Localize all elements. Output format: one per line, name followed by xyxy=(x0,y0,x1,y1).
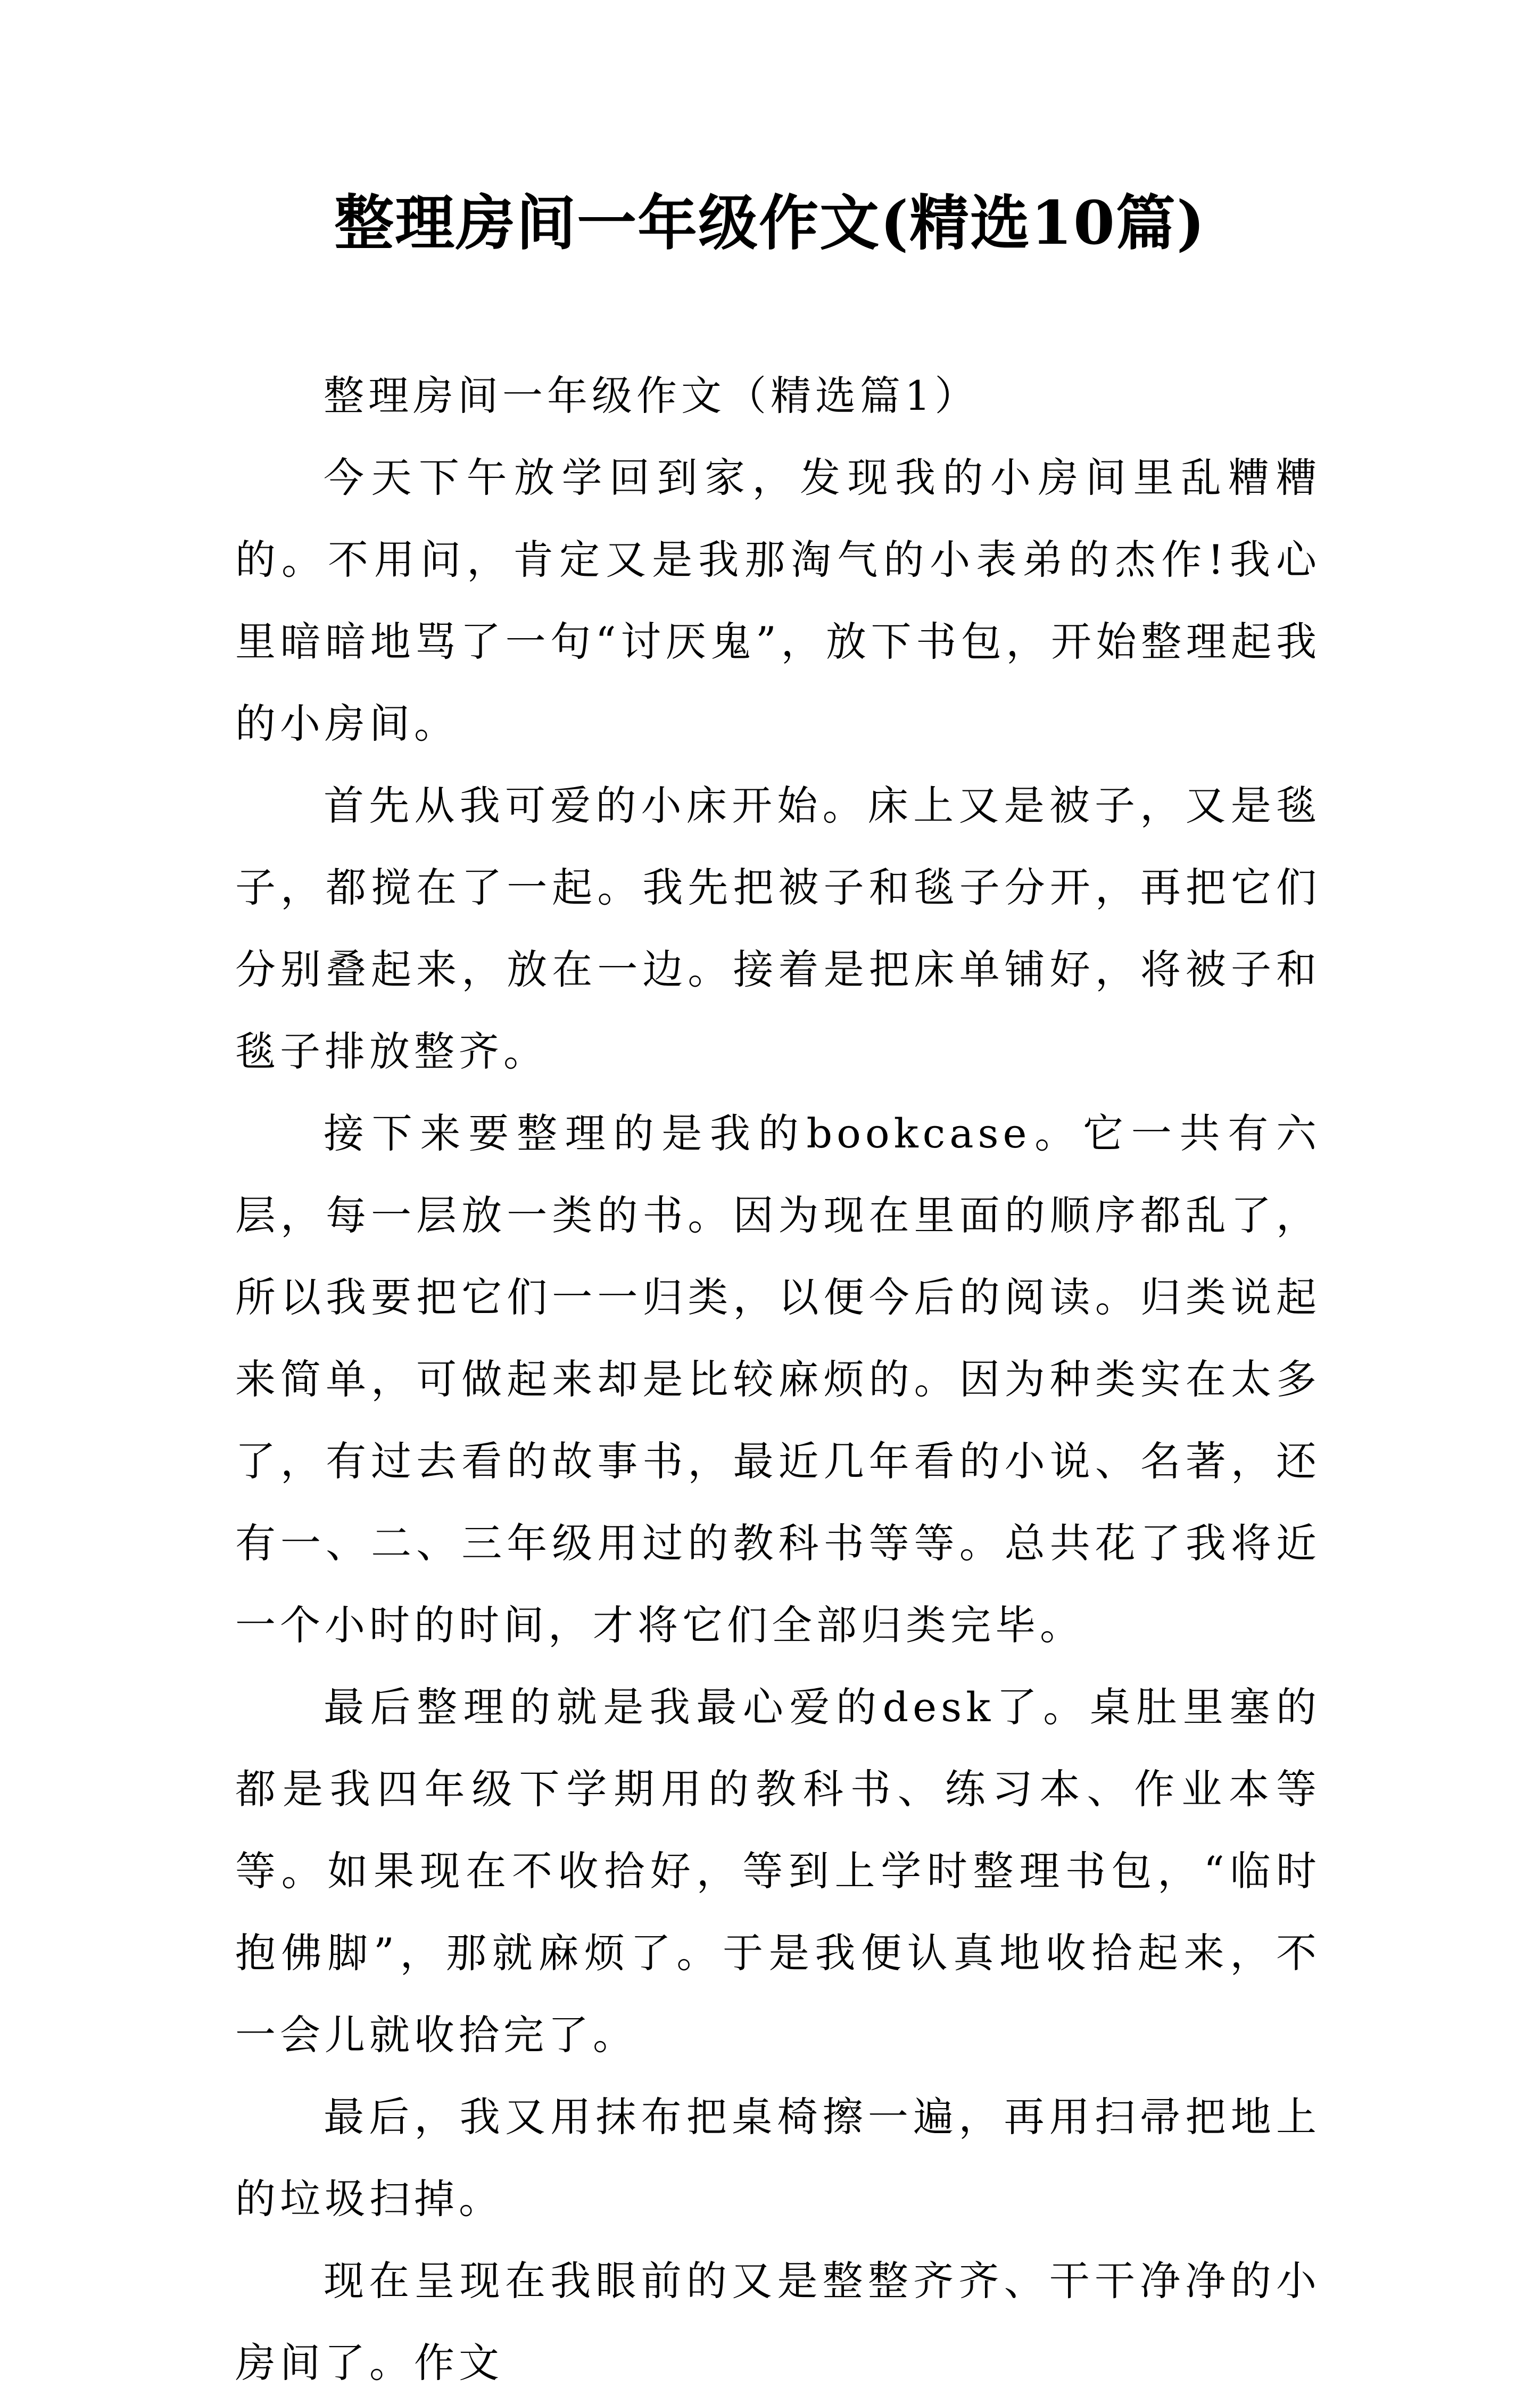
paragraph: 现在呈现在我眼前的又是整整齐齐、干干净净的小房间了。作文 xyxy=(235,2257,1321,2386)
document-title: 整理房间一年级作文(精选10篇) xyxy=(334,188,1206,258)
paragraph: 最后，我又用抹布把桌椅擦一遍，再用扫帚把地上的垃圾扫掉。 xyxy=(235,2093,1321,2223)
document-body xyxy=(235,355,1321,2404)
paragraph: 今天下午放学回到家，发现我的小房间里乱糟糟的。不用问，肯定又是我那淘气的小表弟的杰作!我心里暗暗地骂了一句“讨厌鬼”，放下书包，开始整理起我的小房间。 xyxy=(235,454,1321,747)
section-heading: 整理房间一年级作文（精选篇1） xyxy=(324,372,980,419)
paragraph: 接下来要整理的是我的bookcase。它一共有六层，每一层放一类的书。因为现在里面的顺序都乱了，所以我要把它们一一归类，以便今后的阅读。归类说起来简单，可做起来却是比较麻烦的。因为种类实在太多了，有过去看的故事书，最近几年看的小说、名著，还有一、二、三年级用过的教科书等等。总共花了我将近一个小时的时间，才将它们全部归类完毕。 xyxy=(235,1110,1321,1649)
paragraph: 最后整理的就是我最心爱的desk了。桌肚里塞的都是我四年级下学期用的教科书、练习本、作业本等等。如果现在不收拾好，等到上学时整理书包，“临时抱佛脚”，那就麻烦了。于是我便认真地收拾起来，不一会儿就收拾完了。 xyxy=(235,1683,1321,2059)
paragraph: 首先从我可爱的小床开始。床上又是被子，又是毯子，都搅在了一起。我先把被子和毯子分开，再把它们分别叠起来，放在一边。接着是把床单铺好，将被子和毯子排放整齐。 xyxy=(235,782,1321,1075)
